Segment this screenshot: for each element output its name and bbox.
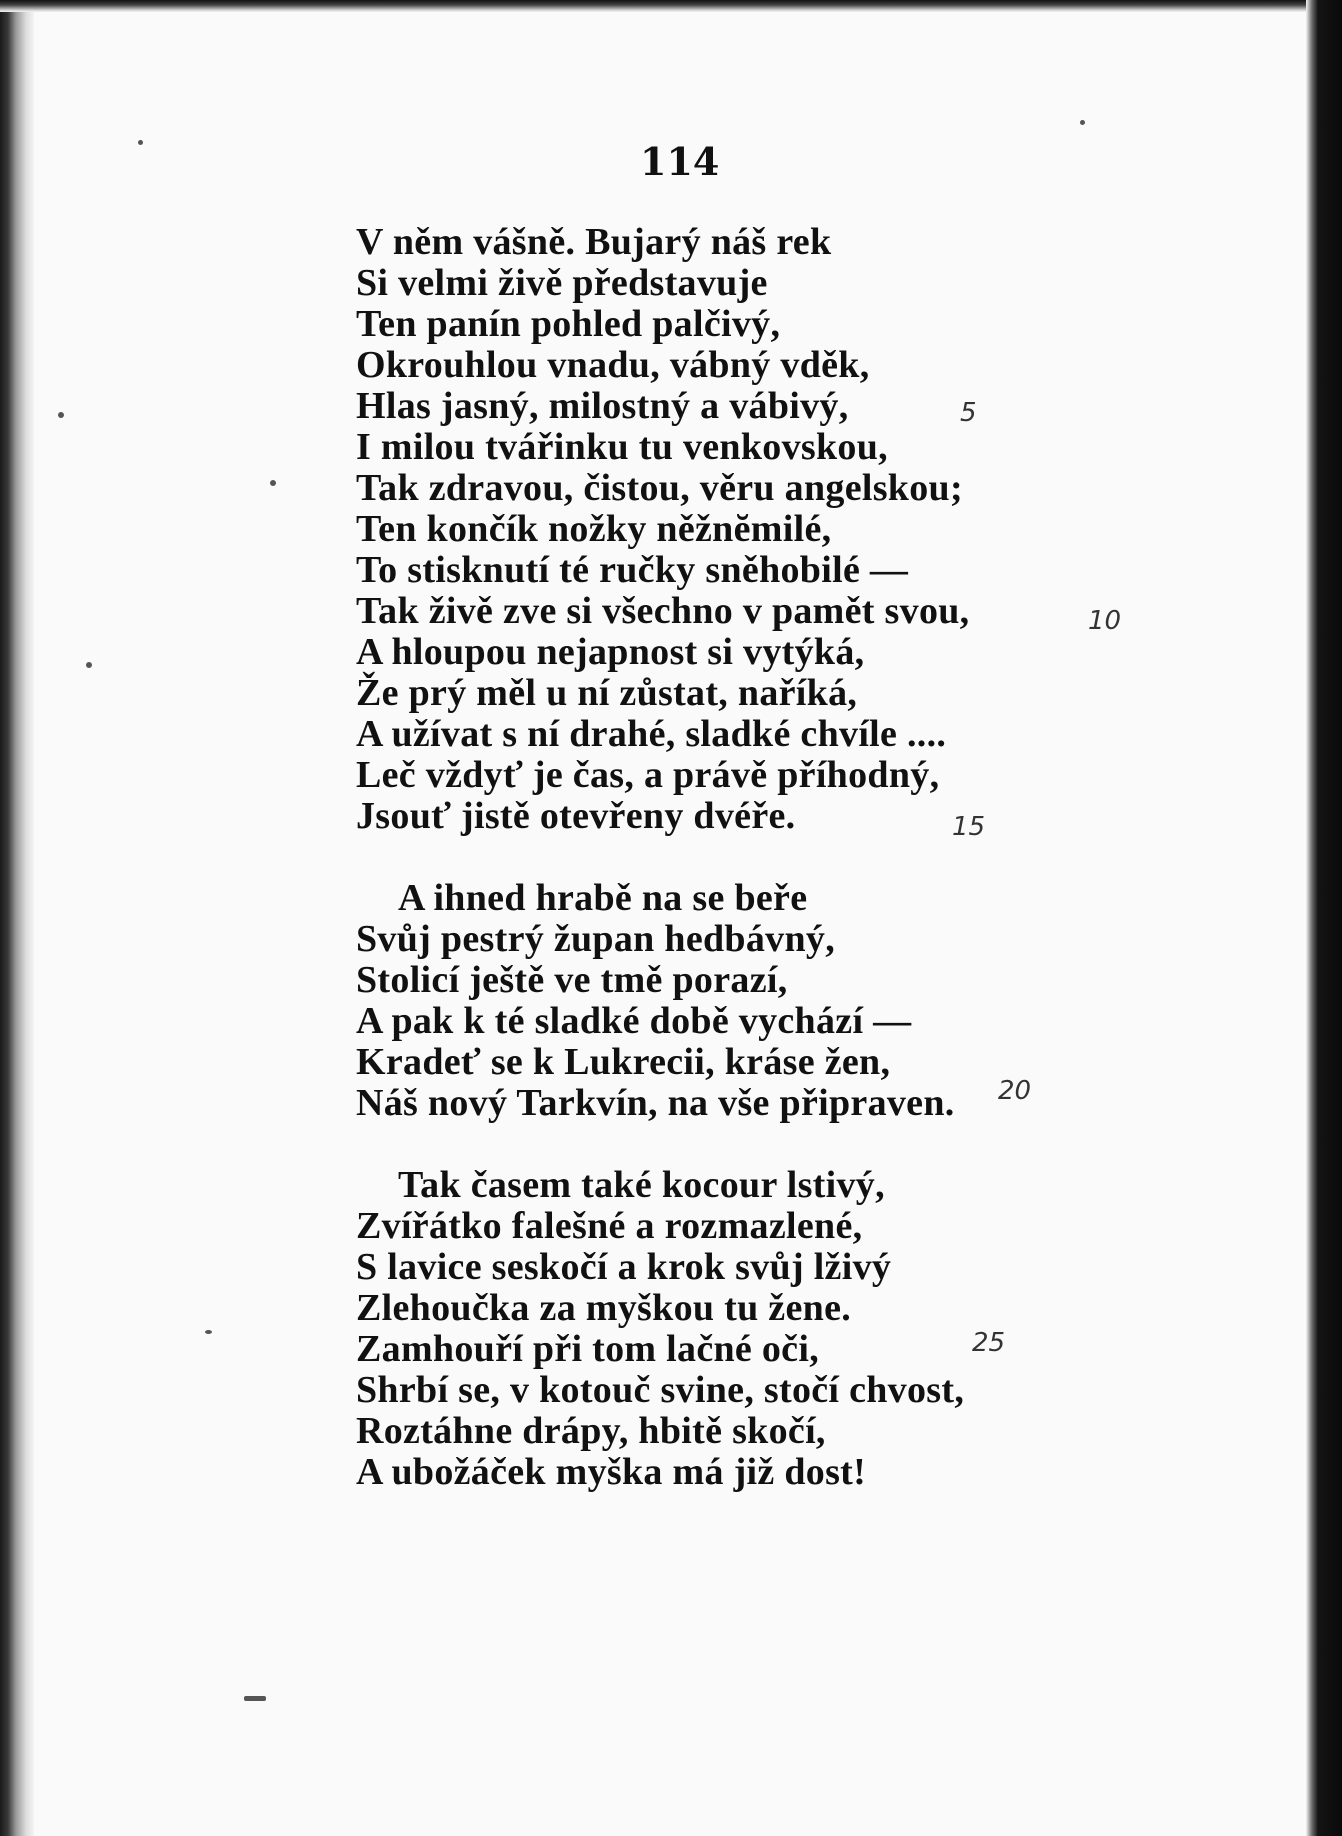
verse-line: Ten panín pohled palčivý, [356, 303, 781, 345]
verse-line: Si velmi živě představuje [356, 262, 768, 304]
verse-line: I milou tvářinku tu venkovskou, [356, 426, 888, 468]
verse-line: Tak živě zve si všechno v pamět svou, [356, 590, 970, 632]
verse-line: A ihned hrabě na se beře [398, 877, 808, 919]
verse-line: Zlehoučka za myškou tu žene. [356, 1287, 852, 1329]
page-number: 114 [640, 139, 720, 184]
verse-line: Stolicí ještě ve tmě porazí, [356, 959, 788, 1001]
scan-speck [58, 412, 64, 418]
margin-line-number: 20 [998, 1076, 1032, 1106]
verse-line: Tak zdravou, čistou, věru angelskou; [356, 467, 963, 509]
verse-line: V něm vášně. Bujarý náš rek [356, 221, 832, 263]
verse-line: Roztáhne drápy, hbitě skočí, [356, 1410, 826, 1452]
verse-line: Leč vždyť je čas, a právě příhodný, [356, 754, 940, 796]
scan-speck [244, 1696, 266, 1701]
verse-line: Okrouhlou vnadu, vábný vděk, [356, 344, 870, 386]
margin-line-number: 15 [952, 812, 986, 842]
verse-line: A ubožáček myška má již dost! [356, 1451, 867, 1493]
scan-speck [138, 140, 143, 145]
scan-speck [270, 480, 276, 486]
verse-line: Tak časem také kocour lstivý, [398, 1164, 885, 1206]
margin-line-number: 10 [1088, 606, 1122, 636]
stanza-3 [356, 1165, 1136, 1493]
scan-speck [86, 662, 92, 668]
verse-line: Že prý měl u ní zůstat, naříká, [356, 672, 858, 714]
verse-line: Ten končík nožky něžnĕmilé, [356, 508, 832, 550]
verse-line: Kradeť se k Lukrecii, kráse žen, [356, 1041, 891, 1083]
verse-line: S lavice seskočí a krok svůj lživý [356, 1246, 892, 1288]
page-left-edge [0, 0, 34, 1836]
margin-line-number: 5 [960, 398, 977, 428]
verse-line: A užívat s ní drahé, sladké chvíle .... [356, 713, 947, 755]
stanza-1 [356, 222, 1136, 837]
page-top-edge [0, 0, 1342, 12]
verse-line: A hloupou nejapnost si vytýká, [356, 631, 865, 673]
scan-speck [205, 1330, 212, 1334]
verse-line: Náš nový Tarkvín, na vše připraven. [356, 1082, 955, 1124]
verse-line: A pak k té sladké době vychází — [356, 1000, 912, 1042]
verse-line: Svůj pestrý župan hedbávný, [356, 918, 835, 960]
margin-line-number: 25 [972, 1328, 1006, 1358]
verse-line: Zamhouří při tom lačné oči, [356, 1328, 820, 1370]
verse-line: Jsouť jistě otevřeny dvéře. [356, 795, 796, 837]
verse-line: Zvířátko falešné a rozmazlené, [356, 1205, 863, 1247]
page-right-edge [1306, 0, 1342, 1836]
verse-line: Hlas jasný, milostný a vábivý, [356, 385, 849, 427]
poem-text [356, 222, 1136, 1534]
scan-speck [1080, 120, 1085, 125]
verse-line: Shrbí se, v kotouč svine, stočí chvost, [356, 1369, 965, 1411]
verse-line: To stisknutí té ručky sněhobilé — [356, 549, 909, 591]
